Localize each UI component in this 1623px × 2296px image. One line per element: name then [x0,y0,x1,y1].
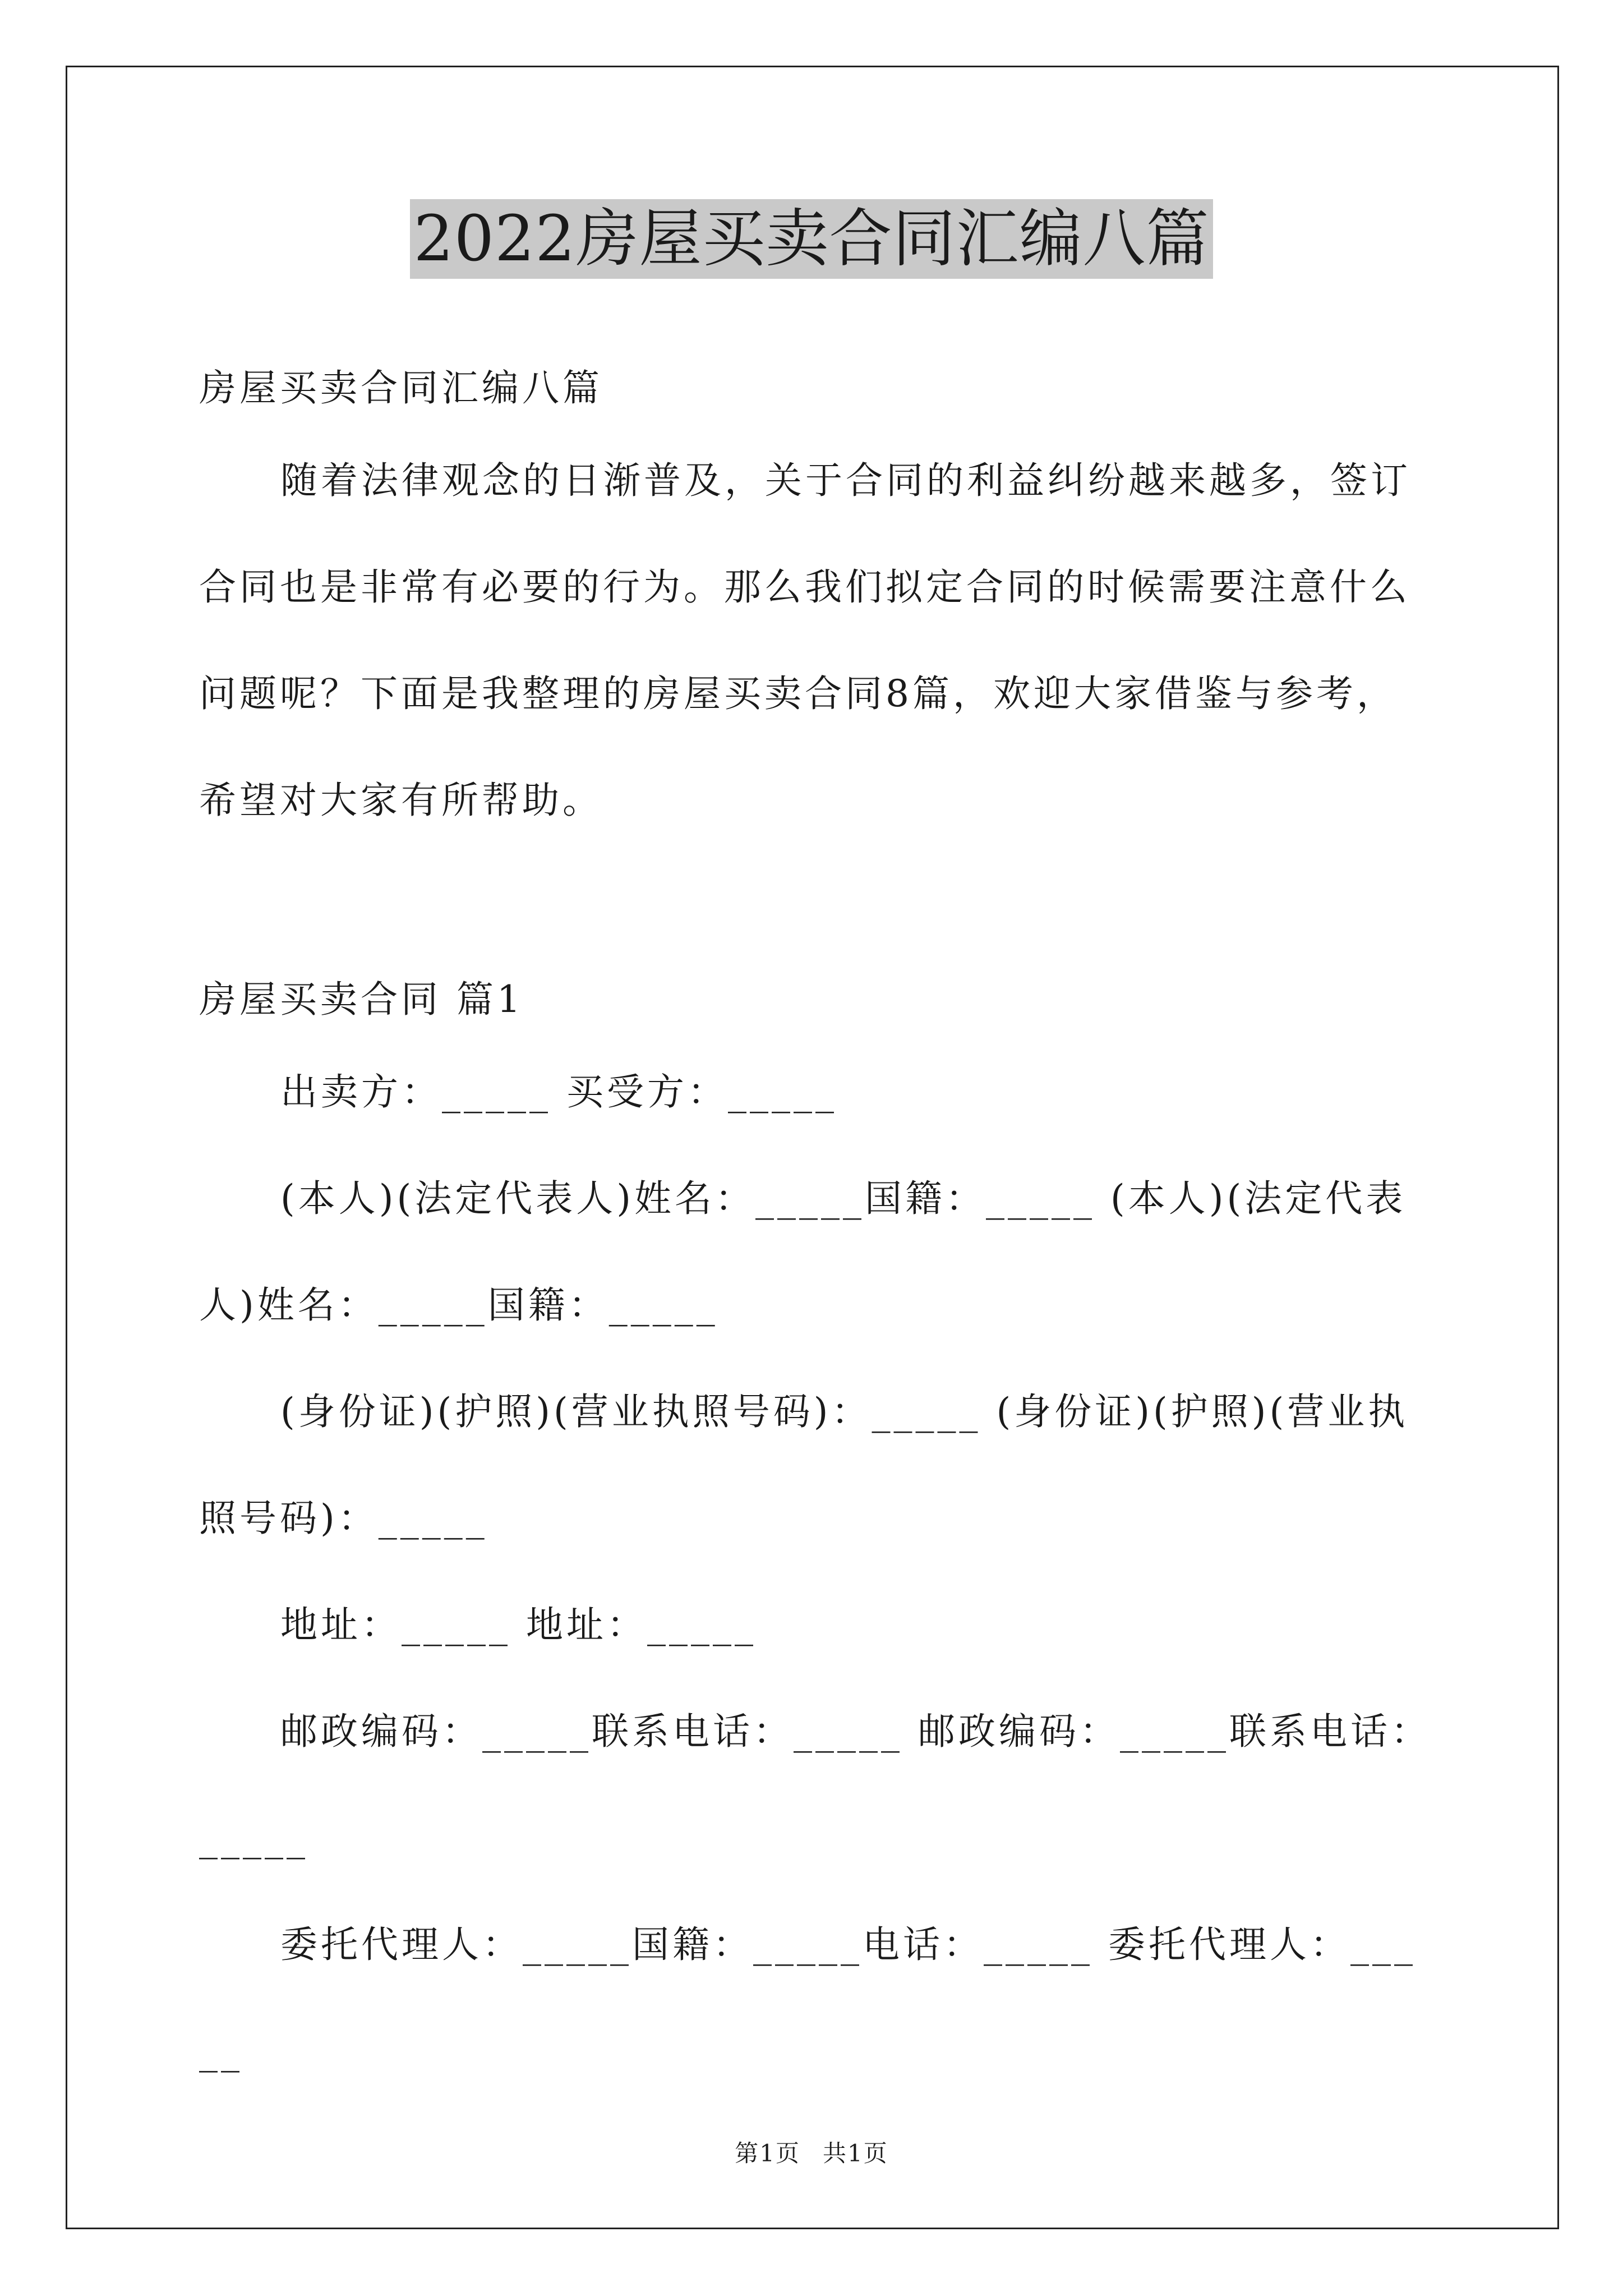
intro-paragraph: 随着法律观念的日渐普及，关于合同的利益纠纷越来越多，签订合同也是非常有必要的行为。那么我们拟定合同的时候需要注意什么问题呢？下面是我整理的房屋买卖合同8篇，欢迎大家借鉴与参考，希望对大家有所帮助。 [199,459,1411,822]
clause-postal-phone: 邮政编码：_____联系电话：_____ 邮政编码：_____联系电话：_____ [199,1710,1431,1860]
clause-names: (本人)(法定代表人)姓名：_____国籍：_____ (本人)(法定代表人)姓名：_____国籍：_____ [199,1177,1407,1327]
page-total: 共1页 [823,2139,888,2167]
clause-address: 地址：_____ 地址：_____ [280,1603,757,1646]
clause-id-numbers: (身份证)(护照)(营业执照号码)：_____ (身份证)(护照)(营业执照号码)：_____ [199,1390,1409,1540]
clause-parties: 出卖方：_____ 买受方：_____ [280,1070,837,1114]
document-title: 2022房屋买卖合同汇编八篇 [410,199,1212,279]
page-footer [0,2135,1623,2169]
document-subtitle: 房屋买卖合同汇编八篇 [199,366,603,409]
section-spacer [199,854,1433,960]
document-body [199,349,1433,2105]
page-number: 第1页 [735,2139,800,2167]
clause-agent: 委托代理人：_____国籍：_____电话：_____ 委托代理人：_____ [199,1923,1416,2073]
section-heading: 房屋买卖合同 篇1 [199,978,524,1021]
title-container [0,199,1623,279]
